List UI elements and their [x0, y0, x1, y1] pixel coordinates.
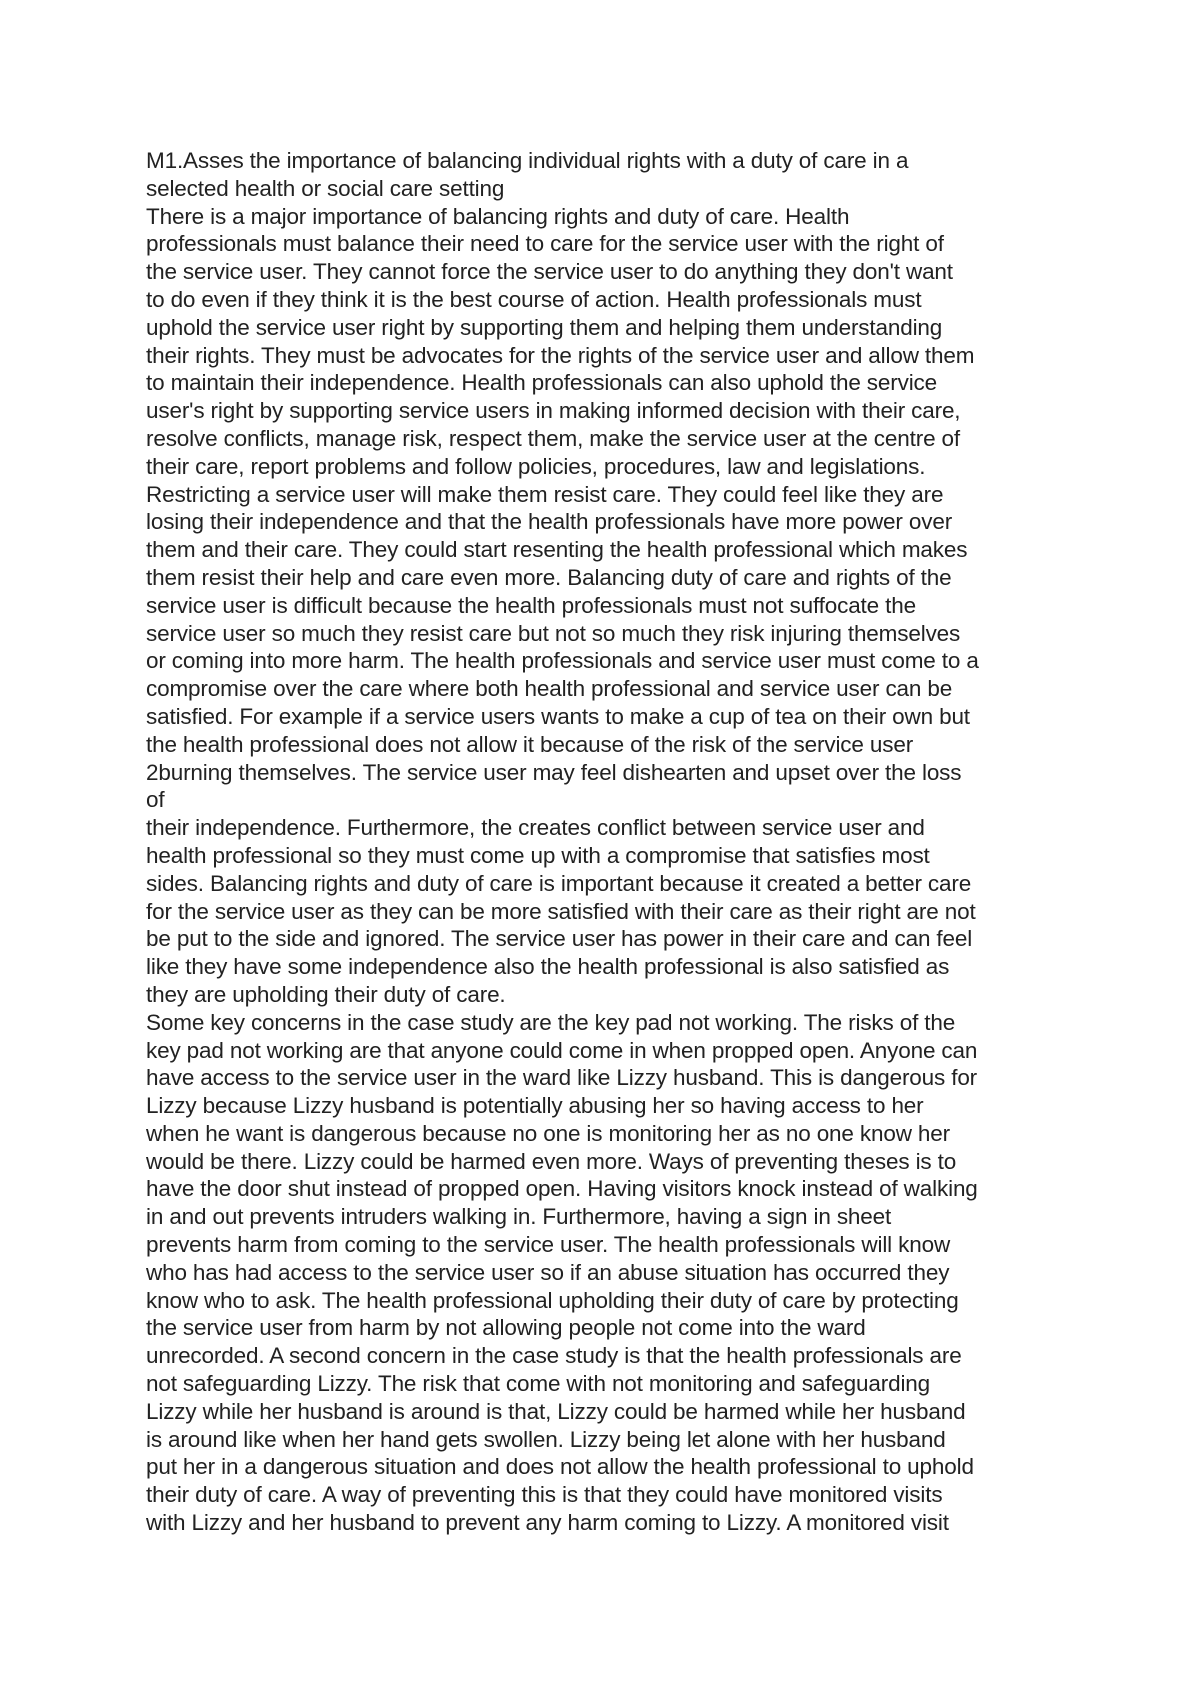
text-line: 2burning themselves. The service user may feel dishearten and upset over the loss — [146, 759, 962, 785]
document-body — [146, 147, 1076, 1537]
text-line: is around like when her hand gets swollen. Lizzy being let alone with her husband — [146, 1426, 946, 1452]
heading-line: M1.Asses the importance of balancing individual rights with a duty of care in a — [146, 148, 909, 173]
text-line: compromise over the care where both health professional and service user can be — [146, 676, 953, 702]
text-line: have the door shut instead of propped open. Having visitors knock instead of walking — [146, 1176, 978, 1202]
text-line: service user so much they resist care but not so much they risk injuring themselves — [146, 620, 961, 646]
text-line: to maintain their independence. Health professionals can also uphold the service — [146, 370, 938, 396]
text-line: their independence. Furthermore, the creates conflict between service user and — [146, 815, 925, 841]
text-line: resolve conflicts, manage risk, respect them, make the service user at the centre of — [146, 425, 961, 451]
text-line: have access to the service user in the ward like Lizzy husband. This is dangerous for — [146, 1065, 978, 1091]
text-line: the health professional does not allow it because of the risk of the service user — [146, 731, 914, 757]
text-line: them resist their help and care even more. Balancing duty of care and rights of the — [146, 564, 952, 590]
text-line: when he want is dangerous because no one is monitoring her as no one know her — [146, 1120, 950, 1146]
text-line: service user is difficult because the health professionals must not suffocate the — [146, 592, 916, 618]
text-line: satisfied. For example if a service users wants to make a cup of tea on their own but — [146, 703, 970, 729]
text-line: in and out prevents intruders walking in. Furthermore, having a sign in sheet — [146, 1204, 892, 1230]
text-line: unrecorded. A second concern in the case study is that the health professionals are — [146, 1343, 962, 1369]
text-line: of — [146, 787, 165, 813]
text-line: to do even if they think it is the best course of action. Health professionals must — [146, 286, 922, 312]
text-line: them and their care. They could start resenting the health professional which makes — [146, 537, 968, 563]
text-line: know who to ask. The health professional upholding their duty of care by protecting — [146, 1287, 959, 1313]
text-line: key pad not working are that anyone could come in when propped open. Anyone can — [146, 1037, 978, 1063]
text-line: their duty of care. A way of preventing this is that they could have monitored visits — [146, 1482, 943, 1508]
text-line: would be there. Lizzy could be harmed even more. Ways of preventing theses is to — [146, 1148, 957, 1174]
text-line: Lizzy while her husband is around is that, Lizzy could be harmed while her husband — [146, 1398, 966, 1424]
text-line: health professional so they must come up with a compromise that satisfies most — [146, 842, 930, 868]
text-line: user's right by supporting service users in making informed decision with their care, — [146, 398, 961, 424]
text-line: Lizzy because Lizzy husband is potentially abusing her so having access to her — [146, 1093, 924, 1119]
text-line: Some key concerns in the case study are the key pad not working. The risks of the — [146, 1009, 956, 1035]
text-line: for the service user as they can be more satisfied with their care as their right are not — [146, 898, 976, 924]
text-line: losing their independence and that the health professionals have more power over — [146, 509, 953, 535]
text-line: professionals must balance their need to care for the service user with the right of — [146, 231, 944, 257]
text-line: Restricting a service user will make them resist care. They could feel like they are — [146, 481, 944, 507]
text-line: be put to the side and ignored. The service user has power in their care and can feel — [146, 926, 973, 952]
text-line: put her in a dangerous situation and does not allow the health professional to uphold — [146, 1454, 974, 1480]
text-line: like they have some independence also the health professional is also satisfied as — [146, 954, 950, 980]
text-line: the service user from harm by not allowing people not come into the ward — [146, 1315, 866, 1341]
text-line: they are upholding their duty of care. — [146, 981, 506, 1007]
text-line: There is a major importance of balancing rights and duty of care. Health — [146, 203, 850, 229]
text-line: their rights. They must be advocates for the rights of the service user and allow them — [146, 342, 975, 368]
text-line: who has had access to the service user so if an abuse situation has occurred they — [146, 1259, 950, 1285]
text-line: uphold the service user right by supporting them and helping them understanding — [146, 314, 943, 340]
text-line: their care, report problems and follow policies, procedures, law and legislations. — [146, 453, 926, 479]
text-line: or coming into more harm. The health professionals and service user must come to a — [146, 648, 979, 674]
text-line: the service user. They cannot force the service user to do anything they don't want — [146, 259, 953, 285]
text-line: not safeguarding Lizzy. The risk that come with not monitoring and safeguarding — [146, 1371, 931, 1397]
text-line: with Lizzy and her husband to prevent any harm coming to Lizzy. A monitored visit — [146, 1510, 949, 1536]
text-line: prevents harm from coming to the service user. The health professionals will know — [146, 1232, 951, 1258]
text-line: sides. Balancing rights and duty of care is important because it created a better care — [146, 870, 972, 896]
heading-line: selected health or social care setting — [146, 175, 505, 201]
